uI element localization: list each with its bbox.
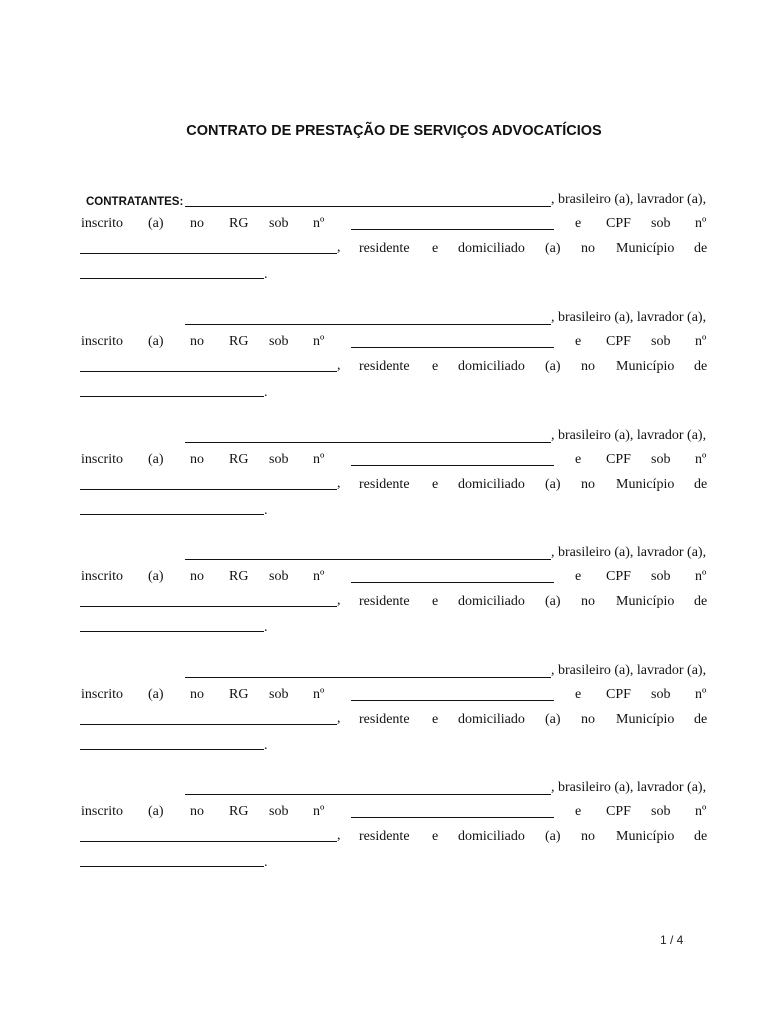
cpf-word: CPF	[606, 687, 631, 702]
rg-word: RG	[229, 216, 249, 231]
party-name-field[interactable]	[185, 324, 551, 325]
inscrito-word: inscrito	[81, 569, 123, 584]
de-word: de	[694, 594, 708, 609]
domiciliado-word: domiciliado	[458, 477, 525, 492]
de-word: de	[694, 241, 708, 256]
residente-word: residente	[359, 829, 410, 844]
sob-word-2: sob	[651, 452, 671, 467]
sob-word: sob	[269, 216, 289, 231]
e-word: e	[575, 216, 582, 231]
inscrito-word: inscrito	[81, 216, 123, 231]
party-name-field[interactable]	[185, 794, 551, 795]
comma-mark: ,	[337, 828, 341, 843]
de-word: de	[694, 359, 708, 374]
rg-number-field[interactable]	[351, 465, 554, 466]
sob-word-2: sob	[651, 569, 671, 584]
cpf-word: CPF	[606, 334, 631, 349]
comma-mark: ,	[337, 593, 341, 608]
e-word-2: e	[432, 712, 439, 727]
no-word-2: no	[581, 241, 595, 256]
period-mark: .	[264, 855, 268, 870]
no-word-2: no	[581, 829, 595, 844]
a-word-2: (a)	[545, 594, 561, 609]
sob-word-2: sob	[651, 334, 671, 349]
numero-word-2: nº	[695, 216, 707, 231]
nationality-text: , brasileiro (a), lavrador (a),	[551, 310, 707, 325]
party-block	[0, 774, 768, 874]
cpf-number-field[interactable]	[80, 371, 337, 372]
sob-word-2: sob	[651, 804, 671, 819]
no-word-2: no	[581, 712, 595, 727]
a-word-2: (a)	[545, 712, 561, 727]
residente-word: residente	[359, 241, 410, 256]
comma-mark: ,	[337, 476, 341, 491]
domiciliado-word: domiciliado	[458, 241, 525, 256]
residente-word: residente	[359, 359, 410, 374]
party-name-field[interactable]	[185, 559, 551, 560]
comma-mark: ,	[337, 711, 341, 726]
numero-word-2: nº	[695, 334, 707, 349]
municipio-word: Município	[616, 712, 675, 727]
sob-word: sob	[269, 334, 289, 349]
rg-number-field[interactable]	[351, 229, 554, 230]
numero-word-2: nº	[695, 687, 707, 702]
party-name-field[interactable]	[185, 206, 551, 207]
nationality-text: , brasileiro (a), lavrador (a),	[551, 663, 707, 678]
e-word: e	[575, 804, 582, 819]
municipio-word: Município	[616, 594, 675, 609]
party-block	[0, 657, 768, 757]
e-word: e	[575, 687, 582, 702]
nationality-text: , brasileiro (a), lavrador (a),	[551, 545, 707, 560]
a-word-2: (a)	[545, 359, 561, 374]
inscrito-word: inscrito	[81, 334, 123, 349]
cpf-word: CPF	[606, 569, 631, 584]
party-block	[0, 186, 768, 286]
e-word: e	[575, 452, 582, 467]
no-word: no	[190, 569, 204, 584]
numero-word: nº	[313, 216, 325, 231]
inscrito-word: inscrito	[81, 452, 123, 467]
cpf-number-field[interactable]	[80, 489, 337, 490]
cpf-number-field[interactable]	[80, 724, 337, 725]
no-word: no	[190, 804, 204, 819]
municipio-field[interactable]	[80, 396, 264, 397]
period-mark: .	[264, 620, 268, 635]
page-number: 1 / 4	[660, 933, 684, 947]
nationality-text: , brasileiro (a), lavrador (a),	[551, 192, 707, 207]
municipio-word: Município	[616, 477, 675, 492]
rg-number-field[interactable]	[351, 347, 554, 348]
rg-number-field[interactable]	[351, 582, 554, 583]
a-word-2: (a)	[545, 829, 561, 844]
no-word-2: no	[581, 359, 595, 374]
numero-word: nº	[313, 687, 325, 702]
rg-number-field[interactable]	[351, 817, 554, 818]
de-word: de	[694, 712, 708, 727]
nationality-text: , brasileiro (a), lavrador (a),	[551, 428, 707, 443]
rg-word: RG	[229, 452, 249, 467]
municipio-word: Município	[616, 241, 675, 256]
a-word: (a)	[148, 804, 164, 819]
cpf-word: CPF	[606, 804, 631, 819]
period-mark: .	[264, 738, 268, 753]
municipio-field[interactable]	[80, 631, 264, 632]
document-title: CONTRATO DE PRESTAÇÃO DE SERVIÇOS ADVOCATÍCIOS	[186, 123, 602, 139]
numero-word: nº	[313, 804, 325, 819]
rg-word: RG	[229, 687, 249, 702]
e-word-2: e	[432, 829, 439, 844]
comma-mark: ,	[337, 358, 341, 373]
numero-word: nº	[313, 334, 325, 349]
municipio-field[interactable]	[80, 866, 264, 867]
domiciliado-word: domiciliado	[458, 829, 525, 844]
sob-word: sob	[269, 569, 289, 584]
no-word-2: no	[581, 477, 595, 492]
sob-word-2: sob	[651, 687, 671, 702]
sob-word-2: sob	[651, 216, 671, 231]
rg-number-field[interactable]	[351, 700, 554, 701]
rg-word: RG	[229, 569, 249, 584]
no-word: no	[190, 452, 204, 467]
municipio-field[interactable]	[80, 278, 264, 279]
domiciliado-word: domiciliado	[458, 712, 525, 727]
e-word-2: e	[432, 241, 439, 256]
contratantes-label: CONTRATANTES:	[86, 196, 184, 208]
numero-word-2: nº	[695, 569, 707, 584]
e-word-2: e	[432, 477, 439, 492]
inscrito-word: inscrito	[81, 687, 123, 702]
party-block	[0, 422, 768, 522]
de-word: de	[694, 829, 708, 844]
rg-word: RG	[229, 804, 249, 819]
municipio-word: Município	[616, 359, 675, 374]
party-name-field[interactable]	[185, 677, 551, 678]
a-word: (a)	[148, 569, 164, 584]
no-word-2: no	[581, 594, 595, 609]
sob-word: sob	[269, 687, 289, 702]
party-block	[0, 539, 768, 639]
numero-word-2: nº	[695, 804, 707, 819]
rg-word: RG	[229, 334, 249, 349]
municipio-field[interactable]	[80, 749, 264, 750]
de-word: de	[694, 477, 708, 492]
e-word-2: e	[432, 594, 439, 609]
municipio-word: Município	[616, 829, 675, 844]
cpf-word: CPF	[606, 216, 631, 231]
domiciliado-word: domiciliado	[458, 594, 525, 609]
e-word: e	[575, 569, 582, 584]
inscrito-word: inscrito	[81, 804, 123, 819]
residente-word: residente	[359, 712, 410, 727]
no-word: no	[190, 687, 204, 702]
party-block	[0, 304, 768, 404]
sob-word: sob	[269, 804, 289, 819]
sob-word: sob	[269, 452, 289, 467]
no-word: no	[190, 334, 204, 349]
domiciliado-word: domiciliado	[458, 359, 525, 374]
a-word: (a)	[148, 334, 164, 349]
numero-word: nº	[313, 569, 325, 584]
a-word: (a)	[148, 687, 164, 702]
numero-word-2: nº	[695, 452, 707, 467]
no-word: no	[190, 216, 204, 231]
residente-word: residente	[359, 477, 410, 492]
a-word: (a)	[148, 452, 164, 467]
municipio-field[interactable]	[80, 514, 264, 515]
cpf-number-field[interactable]	[80, 606, 337, 607]
numero-word: nº	[313, 452, 325, 467]
residente-word: residente	[359, 594, 410, 609]
a-word: (a)	[148, 216, 164, 231]
e-word: e	[575, 334, 582, 349]
party-name-field[interactable]	[185, 442, 551, 443]
comma-mark: ,	[337, 240, 341, 255]
period-mark: .	[264, 385, 268, 400]
cpf-number-field[interactable]	[80, 253, 337, 254]
a-word-2: (a)	[545, 477, 561, 492]
e-word-2: e	[432, 359, 439, 374]
a-word-2: (a)	[545, 241, 561, 256]
period-mark: .	[264, 267, 268, 282]
cpf-number-field[interactable]	[80, 841, 337, 842]
nationality-text: , brasileiro (a), lavrador (a),	[551, 780, 707, 795]
cpf-word: CPF	[606, 452, 631, 467]
period-mark: .	[264, 503, 268, 518]
